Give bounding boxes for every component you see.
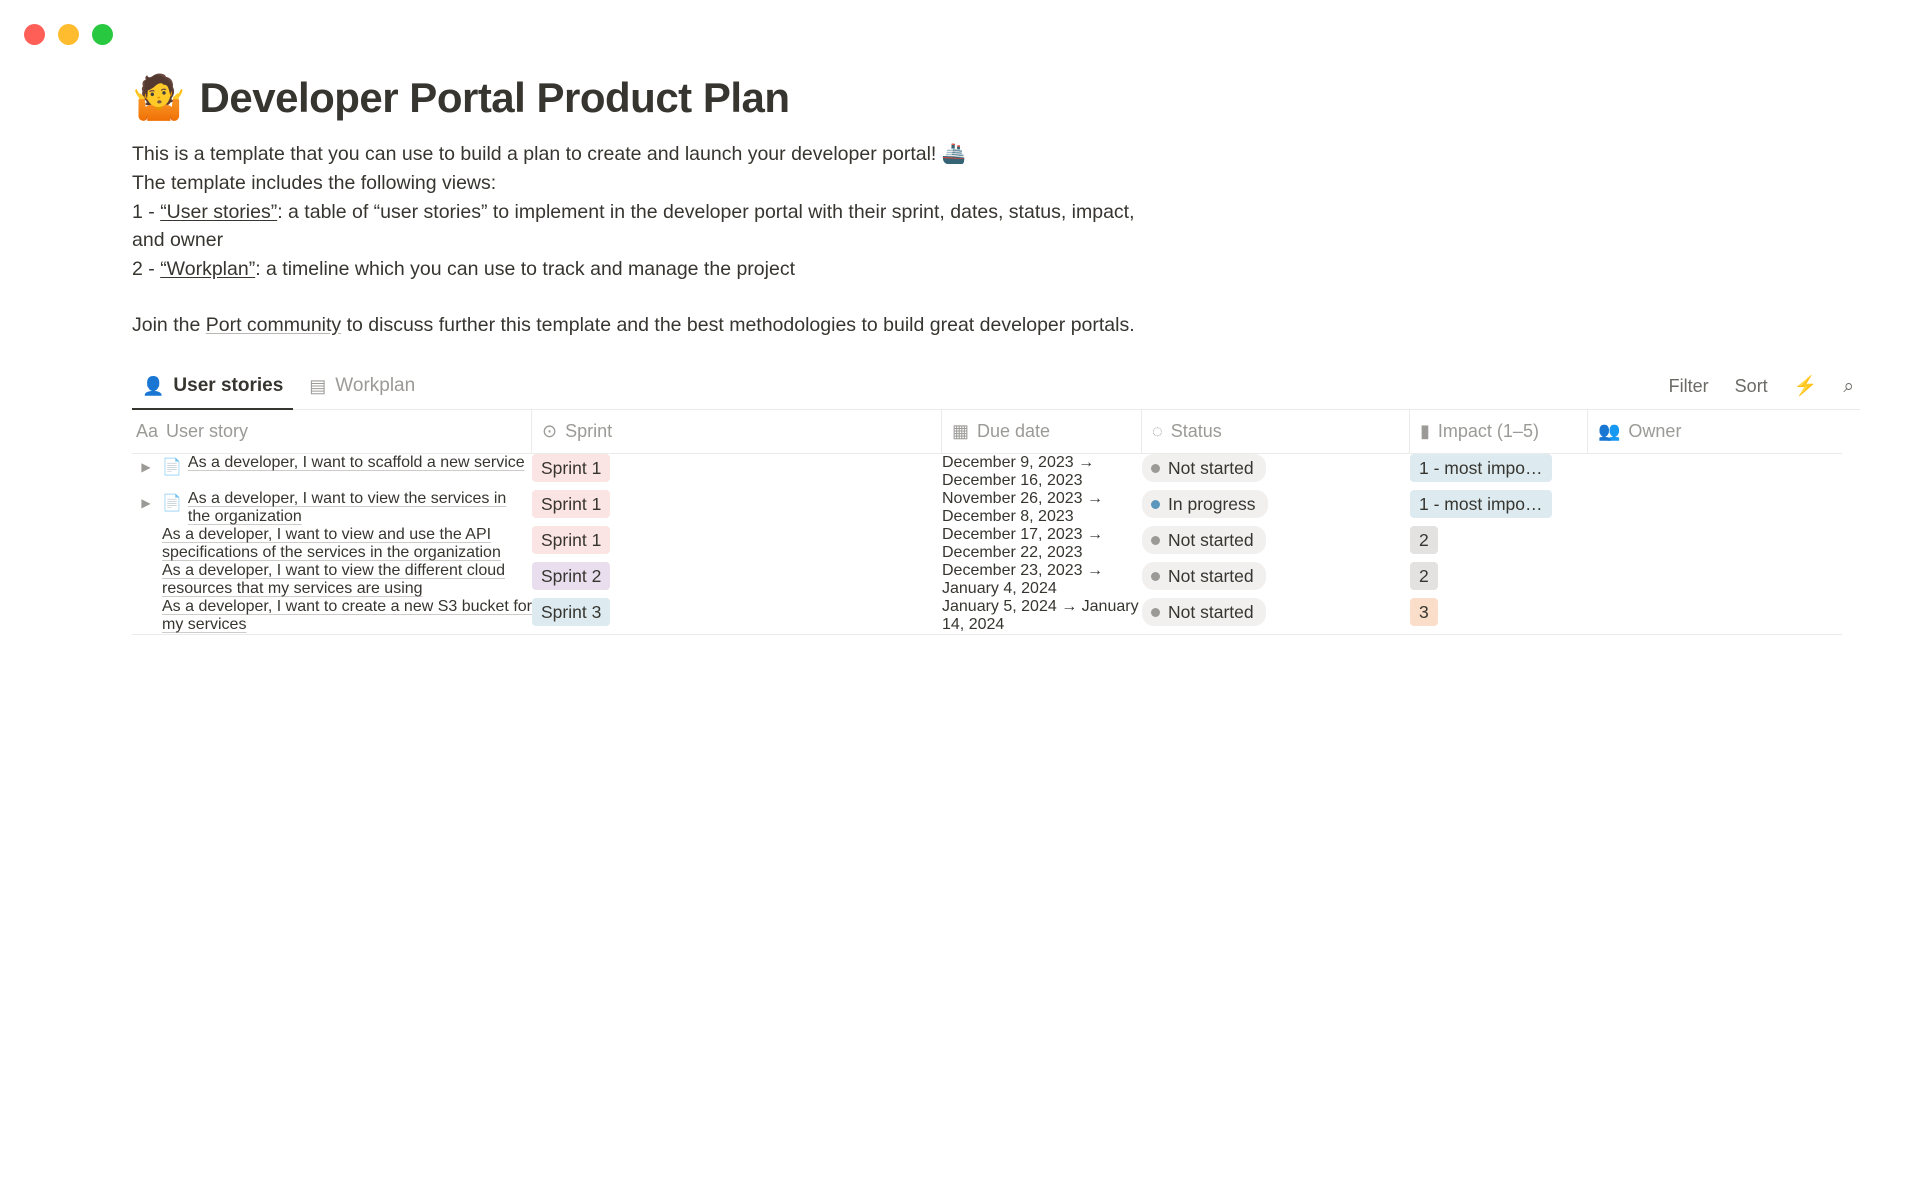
status-badge <box>1142 490 1268 518</box>
expand-toggle-icon[interactable]: ▶ <box>141 460 151 474</box>
zoom-window-button[interactable] <box>92 24 113 45</box>
cell-status[interactable] <box>1142 562 1410 598</box>
status-dot-icon <box>1151 608 1160 617</box>
table-row[interactable] <box>132 562 1842 598</box>
cell-due-date[interactable]: January 5, 2024 → January 14, 2024 <box>942 598 1139 633</box>
sprint-tag: Sprint 3 <box>532 598 610 626</box>
sprint-tag: Sprint 1 <box>532 454 610 482</box>
search-icon[interactable]: ⌕ <box>1843 376 1854 397</box>
table-row[interactable] <box>132 598 1842 634</box>
column-header-owner-label: Owner <box>1628 421 1682 441</box>
community-line-prefix: Join the <box>132 314 206 336</box>
timeline-icon: ▤ <box>309 376 327 396</box>
filter-button[interactable]: Filter <box>1668 376 1709 396</box>
page-title-row <box>132 74 1860 122</box>
table-header-row <box>132 410 1842 454</box>
cell-due-date[interactable]: December 9, 2023 → December 16, 2023 <box>942 454 1095 489</box>
impact-tag: 1 - most impo… <box>1410 454 1552 482</box>
calendar-icon: ▦ <box>952 421 970 441</box>
minimize-window-button[interactable] <box>58 24 79 45</box>
select-icon: ⊙ <box>542 421 558 441</box>
cell-user-story[interactable] <box>132 490 532 526</box>
column-header-impact-label: Impact (1–5) <box>1437 421 1539 441</box>
status-label: Not started <box>1168 602 1254 622</box>
tab-workplan[interactable] <box>299 369 425 409</box>
status-badge <box>1142 454 1266 482</box>
cell-due-date[interactable]: December 17, 2023 → December 22, 2023 <box>942 526 1103 561</box>
user-story-title[interactable]: As a developer, I want to create a new S3 bucket for my services <box>162 598 532 633</box>
column-header-sprint-label: Sprint <box>565 421 613 441</box>
intro-line-2: The template includes the following views: <box>132 172 497 194</box>
port-community-link[interactable]: Port community <box>205 314 342 336</box>
page-icon: 📄 <box>162 459 182 476</box>
status-label: Not started <box>1168 530 1254 550</box>
bar-chart-icon: ▮ <box>1420 421 1430 441</box>
cell-user-story[interactable] <box>132 598 532 634</box>
workplan-reference: “Workplan” <box>160 258 256 280</box>
tab-user-stories-label: User stories <box>173 375 284 396</box>
intro-line-4-rest: : a timeline which you can use to track and manage the project <box>255 258 795 280</box>
cell-status[interactable] <box>1142 490 1410 526</box>
close-window-button[interactable] <box>24 24 45 45</box>
cell-sprint[interactable] <box>532 562 942 598</box>
user-stories-reference: “User stories” <box>160 201 278 223</box>
status-badge <box>1142 562 1266 590</box>
tab-workplan-label: Workplan <box>335 375 416 396</box>
impact-tag: 2 <box>1410 562 1438 590</box>
text-icon: Aa <box>136 421 159 441</box>
column-header-impact[interactable] <box>1410 410 1588 454</box>
people-icon: 👥 <box>1598 421 1621 441</box>
sprint-tag: Sprint 2 <box>532 562 610 590</box>
status-dot-icon <box>1151 572 1160 581</box>
toolbar-actions <box>1669 376 1854 409</box>
column-header-owner[interactable] <box>1588 410 1842 454</box>
cell-user-story[interactable] <box>132 562 532 598</box>
cell-sprint[interactable] <box>532 454 942 490</box>
column-header-due-date[interactable] <box>942 410 1142 454</box>
page-emoji-icon[interactable]: 🤷 <box>132 73 186 122</box>
column-header-sprint[interactable] <box>532 410 942 454</box>
user-stories-table <box>132 410 1842 635</box>
cell-due-date[interactable]: November 26, 2023 → December 8, 2023 <box>942 490 1103 525</box>
column-header-status-label: Status <box>1170 421 1222 441</box>
page-icon: 📄 <box>162 495 182 512</box>
cell-status[interactable] <box>1142 454 1410 490</box>
cell-user-story[interactable] <box>132 454 532 490</box>
cell-impact[interactable] <box>1410 598 1588 634</box>
cell-owner[interactable] <box>1588 490 1842 526</box>
cell-impact[interactable] <box>1410 454 1588 490</box>
intro-line-3-rest: : a table of “user stories” to implement in the developer portal with their sprint, dates, status, impact, and owner <box>132 201 1135 251</box>
column-header-status[interactable] <box>1142 410 1410 454</box>
table-row[interactable] <box>132 490 1842 526</box>
cell-owner[interactable] <box>1588 454 1842 490</box>
cell-owner[interactable] <box>1588 562 1842 598</box>
community-line <box>132 311 1162 339</box>
tab-user-stories[interactable] <box>132 369 293 409</box>
page-content <box>0 74 1920 635</box>
status-icon: ◌ <box>1152 421 1163 441</box>
status-dot-icon <box>1151 536 1160 545</box>
user-story-title[interactable]: As a developer, I want to view the different cloud resources that my services are using <box>162 562 506 597</box>
intro-line-3 <box>132 198 1162 254</box>
cell-user-story[interactable] <box>132 526 532 562</box>
cell-sprint[interactable] <box>532 598 942 634</box>
impact-tag: 3 <box>1410 598 1438 626</box>
table-row[interactable] <box>132 526 1842 562</box>
status-label: Not started <box>1168 566 1254 586</box>
cell-status[interactable] <box>1142 598 1410 634</box>
cell-impact[interactable] <box>1410 490 1588 526</box>
cell-sprint[interactable] <box>532 526 942 562</box>
cell-impact[interactable] <box>1410 526 1588 562</box>
user-story-title[interactable]: As a developer, I want to scaffold a new service <box>187 454 525 471</box>
status-label: In progress <box>1168 494 1256 514</box>
intro-text <box>132 140 1860 339</box>
column-header-user-story-label: User story <box>166 421 249 441</box>
person-icon: 👤 <box>142 376 165 396</box>
column-header-user-story[interactable] <box>132 410 532 454</box>
intro-spacer <box>132 284 1860 311</box>
view-tabs <box>132 369 425 409</box>
intro-line-4 <box>132 255 1162 283</box>
page-title[interactable]: Developer Portal Product Plan <box>199 74 790 121</box>
user-story-title[interactable]: As a developer, I want to view the services in the organization <box>187 490 507 525</box>
database-toolbar <box>132 369 1860 410</box>
status-badge <box>1142 598 1266 626</box>
status-label: Not started <box>1168 458 1254 478</box>
community-line-rest: to discuss further this template and the best methodologies to build great developer portals. <box>341 314 1135 336</box>
expand-toggle-icon[interactable]: ▶ <box>141 496 151 510</box>
status-badge <box>1142 526 1266 554</box>
sort-button[interactable]: Sort <box>1734 376 1768 396</box>
impact-tag: 1 - most impo… <box>1410 490 1552 518</box>
status-dot-icon <box>1151 464 1160 473</box>
sprint-tag: Sprint 1 <box>532 490 610 518</box>
cell-due-date[interactable]: December 23, 2023 → January 4, 2024 <box>942 562 1103 597</box>
cell-impact[interactable] <box>1410 562 1588 598</box>
impact-tag: 2 <box>1410 526 1438 554</box>
table-row[interactable] <box>132 454 1842 490</box>
cell-owner[interactable] <box>1588 598 1842 634</box>
window-titlebar <box>0 0 1920 68</box>
sprint-tag: Sprint 1 <box>532 526 610 554</box>
user-story-title[interactable]: As a developer, I want to view and use the API specifications of the services in the organization <box>162 526 501 561</box>
intro-line-3-prefix: 1 - <box>132 201 161 223</box>
cell-status[interactable] <box>1142 526 1410 562</box>
intro-line-1: This is a template that you can use to build a plan to create and launch your developer portal! 🚢 <box>132 143 967 165</box>
cell-sprint[interactable] <box>532 490 942 526</box>
column-header-due-date-label: Due date <box>977 421 1051 441</box>
cell-owner[interactable] <box>1588 526 1842 562</box>
status-dot-icon <box>1151 500 1160 509</box>
intro-line-4-prefix: 2 - <box>132 258 161 280</box>
automation-lightning-icon[interactable]: ⚡ <box>1793 376 1818 397</box>
